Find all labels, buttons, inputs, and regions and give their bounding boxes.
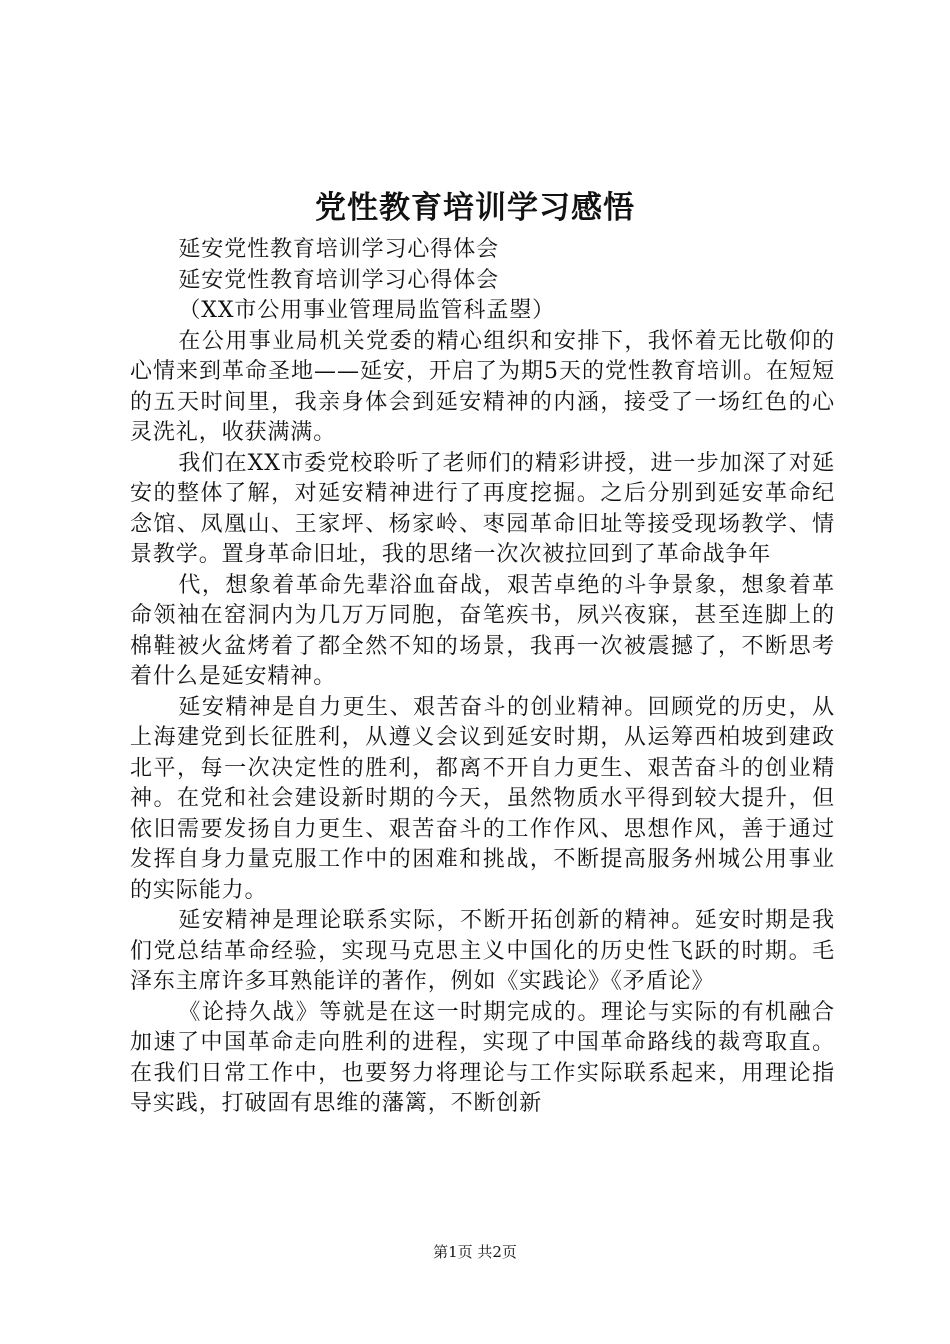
paragraph: 延安精神是自力更生、艰苦奋斗的创业精神。回顾党的历史，从上海建党到长征胜利，从遵义会议到延安时期，从运筹西柏坡到建政北平，每一次决定性的胜利，都离不开自力更生、艰苦奋斗的创业精神。在党和社会建设新时期的今天，虽然物质水平得到较大提升，但依旧需要发扬自力更生、艰苦奋斗的工作作风、思想作风，善于通过发挥自身力量克服工作中的困难和挑战，不断提高服务州城公用事业的实际能力。	[130, 694, 835, 903]
paragraph: 延安党性教育培训学习心得体会	[178, 267, 499, 293]
page-footer: 第1页 共2页	[433, 1243, 517, 1261]
document-body	[130, 235, 835, 1120]
paragraph: （XX市公用事业管理局监管科孟曌）	[178, 298, 556, 323]
paragraph: 延安党性教育培训学习心得体会	[178, 237, 499, 262]
paragraph: 我们在XX市委党校聆听了老师们的精彩讲授，进一步加深了对延安的整体了解，对延安精神进行了再度挖掘。之后分别到延安革命纪念馆、凤凰山、王家坪、杨家岭、枣园革命旧址等接受现场教学、情景教学。置身革命旧址，我的思绪一次次被拉回到了革命战争年	[130, 450, 835, 567]
paragraph: 《论持久战》等就是在这一时期完成的。理论与实际的有机融合加速了中国革命走向胜利的进程，实现了中国革命路线的裁弯取直。在我们日常工作中，也要努力将理论与工作实际联系起来，用理论指导实践，打破固有思维的藩篱，不断创新	[130, 999, 835, 1116]
document-title: 党性教育培训学习感悟	[315, 190, 635, 226]
paragraph: 延安精神是理论联系实际，不断开拓创新的精神。延安时期是我们党总结革命经验，实现马克思主义中国化的历史性飞跃的时期。毛泽东主席许多耳熟能详的著作，例如《实践论》《矛盾论》	[130, 908, 835, 994]
paragraph: 代，想象着革命先辈浴血奋战，艰苦卓绝的斗争景象，想象着革命领袖在窑洞内为几万万同胞，奋笔疾书，夙兴夜寐，甚至连脚上的棉鞋被火盆烤着了都全然不知的场景，我再一次被震撼了，不断思考着什么是延安精神。	[130, 572, 835, 689]
paragraph: 在公用事业局机关党委的精心组织和安排下，我怀着无比敬仰的心情来到革命圣地——延安，开启了为期5天的党性教育培训。在短短的五天时间里，我亲身体会到延安精神的内涵，接受了一场红色的心灵洗礼，收获满满。	[130, 328, 835, 445]
